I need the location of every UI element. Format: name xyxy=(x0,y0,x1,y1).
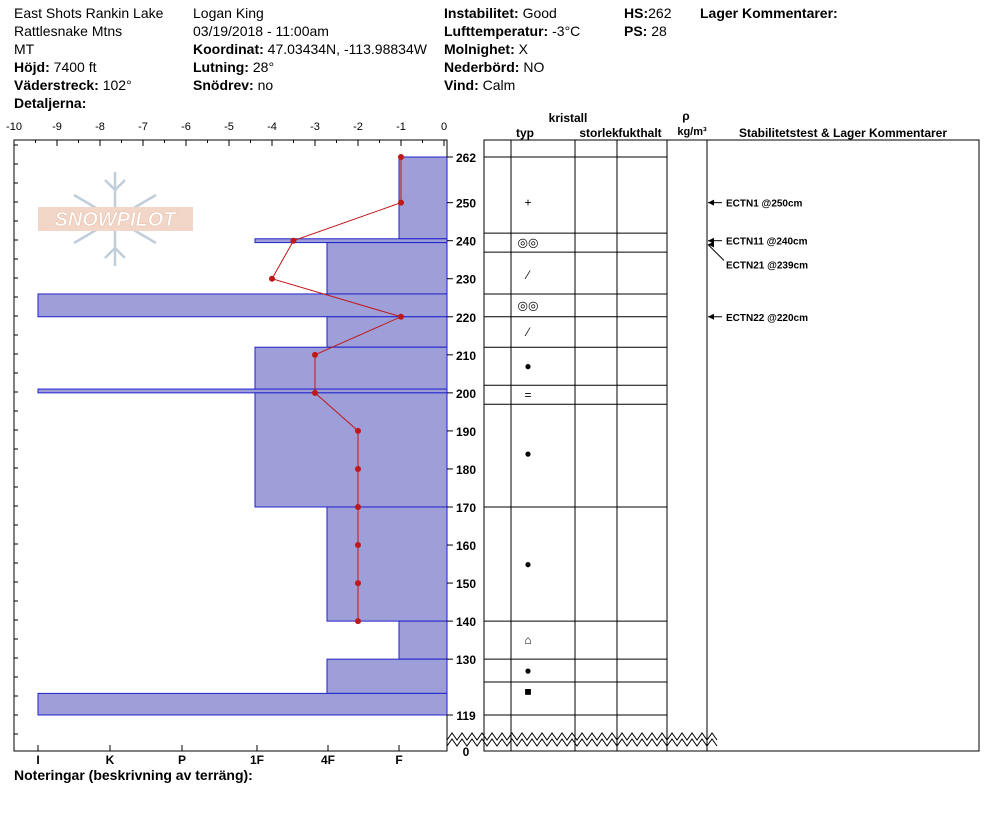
temperature-point xyxy=(355,504,361,510)
height-tick-label: 262 xyxy=(455,151,477,165)
observer-name: Logan King xyxy=(193,5,264,21)
wind-label: Vind: xyxy=(444,77,479,93)
temperature-point xyxy=(398,200,404,206)
air-temp-label: Lufttemperatur: xyxy=(444,23,549,39)
slope-label: Lutning: xyxy=(193,59,249,75)
hardness-tick-label: K xyxy=(105,753,115,767)
wind-loading-label: Snödrev: xyxy=(193,77,254,93)
stability-test-arrow xyxy=(708,241,714,247)
logo-text: SNOWPILOT xyxy=(54,209,176,231)
temperature-point xyxy=(398,154,404,160)
crystal-type-symbol: ● xyxy=(524,557,532,572)
height-tick-label: 140 xyxy=(455,615,477,630)
stability-tests xyxy=(708,199,808,324)
crystal-type-symbol: ■ xyxy=(524,684,532,699)
observation-datetime: 03/19/2018 - 11:00am xyxy=(193,23,329,39)
temp-tick-label: -4 xyxy=(267,121,277,133)
hardness-bar xyxy=(399,157,447,239)
hardness-bar xyxy=(255,393,447,507)
hardness-tick-label: 1F xyxy=(249,753,265,767)
stability-test-leader xyxy=(708,244,724,260)
hardness-bars xyxy=(38,157,447,715)
temp-tick-label: -3 xyxy=(310,121,320,133)
col-density-unit: kg/m³ xyxy=(677,126,707,138)
hardness-bar xyxy=(255,347,447,389)
slope-value: 28° xyxy=(252,59,275,75)
wind-value: Calm xyxy=(482,77,516,93)
height-tick-label: 130 xyxy=(455,653,477,668)
crystal-type-symbol: ◎◎ xyxy=(517,235,539,250)
hardness-bar xyxy=(38,389,447,393)
temperature-point xyxy=(355,428,361,434)
hardness-tick-label: F xyxy=(395,753,403,767)
air-temp-value: -3°C xyxy=(552,23,581,39)
height-tick-label: 210 xyxy=(455,348,477,363)
height-tick-label: 190 xyxy=(455,424,477,439)
height-tick-label: 170 xyxy=(455,500,477,515)
notes-label: Noteringar (beskrivning av terräng): xyxy=(14,767,253,783)
col-size-header: storlek xyxy=(579,126,619,140)
hardness-bar xyxy=(255,239,447,243)
hardness-bar xyxy=(327,507,447,621)
col-crystal-header: kristall xyxy=(548,111,588,125)
col-rho-header: ρ xyxy=(682,109,690,123)
snowpilot-logo xyxy=(38,172,193,266)
stability-test-arrow xyxy=(708,314,714,320)
crystal-type-symbol: ● xyxy=(524,663,532,678)
height-tick-label: 119 xyxy=(456,709,476,723)
temp-tick-label: -9 xyxy=(52,121,62,133)
state: MT xyxy=(14,41,35,57)
height-tick-label: 160 xyxy=(455,539,477,554)
elevation-value: 7400 ft xyxy=(53,59,97,75)
crystal-type-symbol: ◎◎ xyxy=(517,298,539,313)
hardness-tick-label: I xyxy=(36,753,40,767)
hs-label: HS: xyxy=(624,5,649,21)
stability-test-label: ECTN1 @250cm xyxy=(726,198,803,210)
elevation-label: Höjd: xyxy=(14,59,50,75)
height-tick-label: 240 xyxy=(455,234,477,249)
col-stability-header: Stabilitetstest & Lager Kommentarer xyxy=(738,126,948,140)
aspect-value: 102° xyxy=(102,77,132,93)
stability-test-label: ECTN11 @240cm xyxy=(726,236,808,248)
temperature-point xyxy=(312,390,318,396)
temp-tick-label: -2 xyxy=(353,121,363,133)
crystal-type-symbol: ● xyxy=(524,446,532,461)
hardness-tick-label: 4F xyxy=(320,753,336,767)
temp-tick-label: -6 xyxy=(181,121,191,133)
stability-test-label: ECTN21 @239cm xyxy=(726,260,809,272)
stability-label: Instabilitet: xyxy=(444,5,519,21)
height-tick-label: 150 xyxy=(455,577,477,592)
height-tick-label: 0 xyxy=(462,745,470,759)
hardness-bar xyxy=(327,317,447,347)
layer-comments-header: Lager Kommentarer: xyxy=(700,5,838,21)
precip-label: Nederbörd: xyxy=(444,59,520,75)
coords-label: Koordinat: xyxy=(193,41,264,57)
precip-value: NO xyxy=(523,59,545,75)
height-axis xyxy=(447,151,717,759)
location-name: East Shots Rankin Lake xyxy=(14,5,164,21)
temperature-point xyxy=(312,352,318,358)
temp-tick-label: -1 xyxy=(396,121,406,133)
hardness-axis xyxy=(36,745,402,767)
crystal-type-symbol: ⁄ xyxy=(526,324,530,339)
stability-value: Good xyxy=(522,5,557,21)
height-tick-label: 250 xyxy=(455,196,477,211)
height-tick-label: 220 xyxy=(455,310,477,325)
height-tick-label: 200 xyxy=(455,386,477,401)
col-moisture-header: fukthalt xyxy=(618,126,662,140)
crystal-type-symbol: + xyxy=(524,195,532,210)
temperature-point xyxy=(355,580,361,586)
temp-tick-label: -8 xyxy=(95,121,105,133)
temperature-point xyxy=(355,466,361,472)
coords-value: 47.03434N, -113.98834W xyxy=(267,41,427,57)
temp-tick-label: -7 xyxy=(138,121,148,133)
temperature-point xyxy=(355,618,361,624)
hs-value: 262 xyxy=(648,5,672,21)
hardness-bar xyxy=(38,693,447,715)
temperature-point xyxy=(269,276,275,282)
temp-tick-label: 0 xyxy=(440,121,448,133)
ps-value: 28 xyxy=(651,23,667,39)
temp-tick-label: -10 xyxy=(6,121,22,133)
hardness-bar xyxy=(327,659,447,693)
aspect-label: Väderstreck: xyxy=(14,77,99,93)
hardness-bar xyxy=(399,621,447,659)
height-tick-label: 230 xyxy=(455,272,477,287)
temperature-point xyxy=(398,314,404,320)
crystal-type-symbol: = xyxy=(524,387,532,402)
temperature-point xyxy=(355,542,361,548)
temperature-point xyxy=(291,238,297,244)
col-type-header: typ xyxy=(516,126,534,140)
wind-loading-value: no xyxy=(257,77,274,93)
mountain-range: Rattlesnake Mtns xyxy=(14,23,123,39)
details-label: Detaljerna: xyxy=(14,95,87,111)
ps-label: PS: xyxy=(624,23,648,39)
sky-value: X xyxy=(518,41,528,57)
stability-test-arrow xyxy=(708,200,714,206)
layer-rows xyxy=(484,140,707,751)
sky-label: Molnighet: xyxy=(444,41,515,57)
height-tick-label: 180 xyxy=(455,462,477,477)
temp-tick-label: -5 xyxy=(224,121,234,133)
stability-test-label: ECTN22 @220cm xyxy=(726,312,809,324)
hardness-tick-label: P xyxy=(177,753,187,767)
hardness-bar xyxy=(38,294,447,317)
hardness-bar xyxy=(327,243,447,294)
crystal-type-symbol: ⌂ xyxy=(524,633,532,648)
crystal-type-symbol: ⁄ xyxy=(526,267,530,282)
crystal-type-symbol: ● xyxy=(524,359,532,374)
